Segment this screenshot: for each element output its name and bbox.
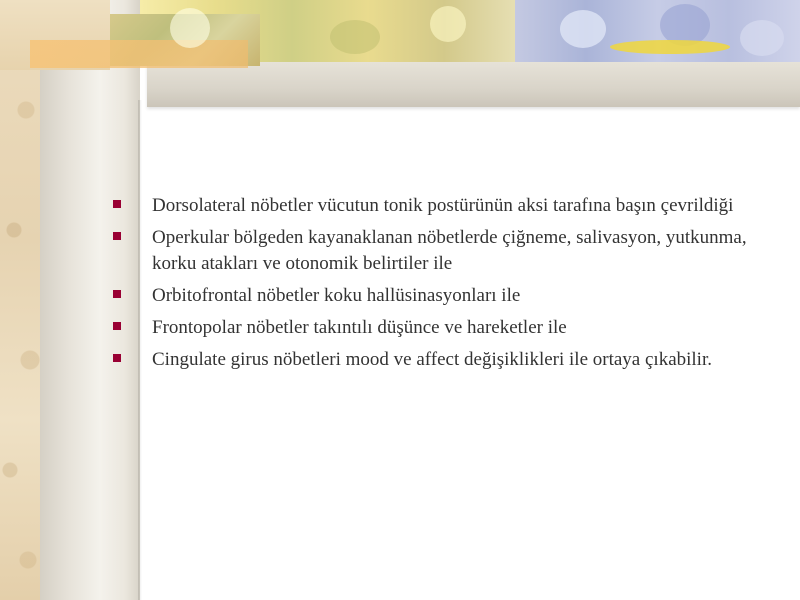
banner-orange-segment — [30, 40, 248, 68]
bullet-text: Cingulate girus nöbetleri mood ve affect değişiklikleri ile ortaya çıkabilir. — [152, 349, 712, 370]
square-bullet-icon — [113, 322, 121, 330]
banner-flower-shape — [610, 40, 730, 54]
bullet-item — [110, 315, 770, 341]
decorative-banner — [0, 0, 800, 70]
slide-content — [110, 193, 770, 379]
bullet-text: Frontopolar nöbetler takıntılı düşünce ve hareketler ile — [152, 317, 567, 338]
bullet-text: Orbitofrontal nöbetler koku hallüsinasyonları ile — [152, 285, 521, 306]
bullet-text: Dorsolateral nöbetler vücutun tonik postürünün aksi tarafına başın çevrildiği — [152, 195, 734, 216]
banner-flower-shape — [430, 6, 466, 42]
square-bullet-icon — [113, 232, 121, 240]
parchment-background — [0, 0, 40, 600]
bullet-list — [110, 193, 770, 373]
bullet-item — [110, 193, 770, 219]
banner-flower-shape — [560, 10, 606, 48]
banner-flower-shape — [170, 8, 210, 48]
bullet-item — [110, 225, 770, 277]
banner-flower-shape — [740, 20, 784, 56]
bullet-item — [110, 347, 770, 373]
square-bullet-icon — [113, 290, 121, 298]
square-bullet-icon — [113, 200, 121, 208]
bullet-item — [110, 283, 770, 309]
bullet-text: Operkular bölgeden kayanaklanan nöbetlerde çiğneme, salivasyon, yutkunma, korku atakları ve otonomik belirtiler ile — [152, 227, 747, 274]
square-bullet-icon — [113, 354, 121, 362]
banner-flower-shape — [330, 20, 380, 54]
